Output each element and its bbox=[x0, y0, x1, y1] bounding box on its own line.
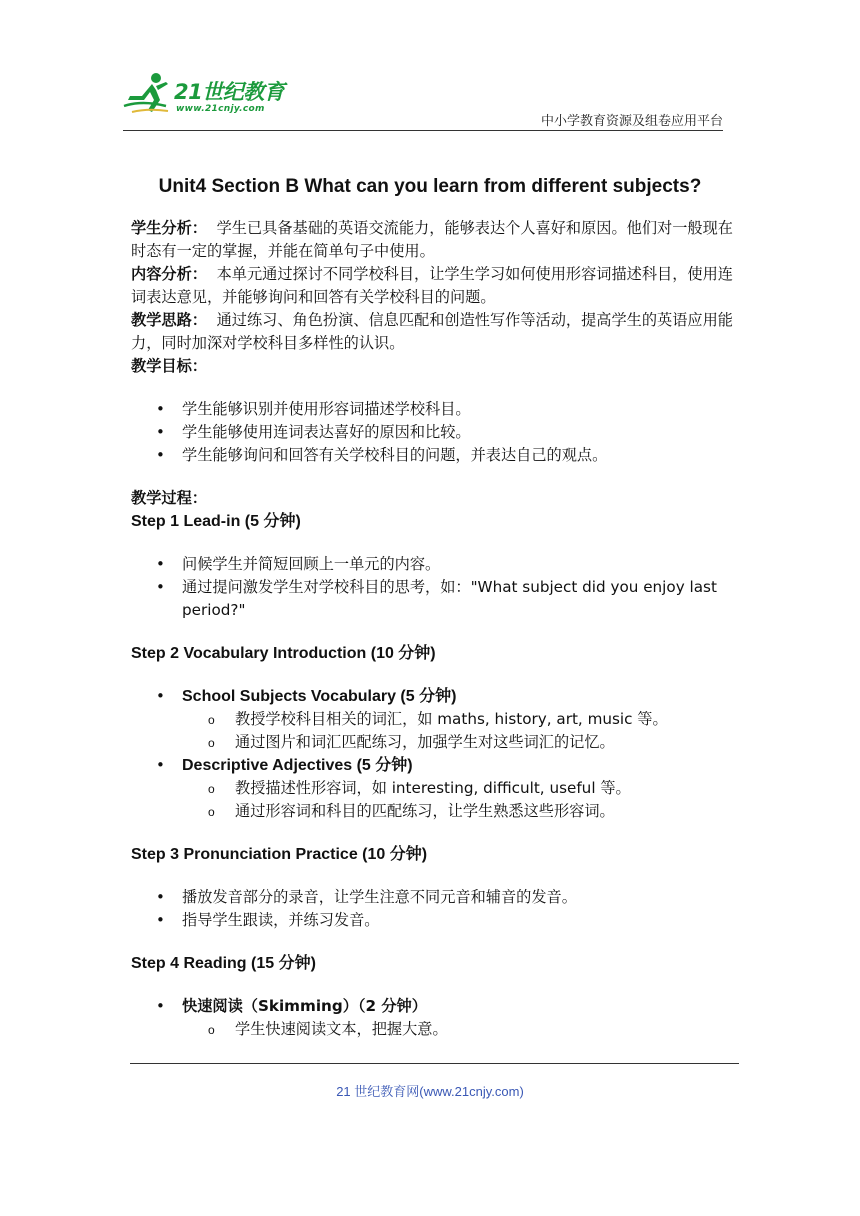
list-item bbox=[131, 995, 736, 1018]
document-body bbox=[131, 217, 736, 1041]
list-item: • 问候学生并简短回顾上一单元的内容。 bbox=[131, 553, 736, 576]
step2-title: Step 2 Vocabulary Introduction (10 分钟) bbox=[131, 645, 436, 662]
student-analysis-label: 学生分析： bbox=[131, 219, 207, 237]
step2-group-title: Descriptive Adjectives (5 分钟) bbox=[182, 757, 413, 774]
list-item: • 播放发音部分的录音，让学生注意不同元音和辅音的发音。 bbox=[131, 886, 736, 909]
step2-list bbox=[131, 685, 736, 708]
step4-list bbox=[131, 995, 736, 1018]
logo-text: 21世纪教育 bbox=[174, 80, 285, 104]
objectives-list bbox=[131, 398, 736, 467]
student-analysis bbox=[131, 217, 736, 263]
step2-sublist bbox=[182, 777, 736, 823]
student-analysis-text: 学生已具备基础的英语交流能力，能够表达个人喜好和原因。他们对一般现在时态有一定的掌握，并能在简单句子中使用。 bbox=[131, 219, 733, 260]
step2-list bbox=[131, 754, 736, 777]
teaching-approach-label: 教学思路： bbox=[131, 311, 207, 329]
list-item bbox=[131, 685, 736, 708]
list-item: • 学生能够询问和回答有关学校科目的问题，并表达自己的观点。 bbox=[131, 444, 736, 467]
sub-list-item: o 教授学校科目相关的词汇，如 maths, history, art, music 等。 bbox=[182, 708, 736, 731]
step4-title: Step 4 Reading (15 分钟) bbox=[131, 955, 316, 972]
spacer bbox=[131, 866, 736, 886]
list-item: • 指导学生跟读，并练习发音。 bbox=[131, 909, 736, 932]
step4-sublist bbox=[182, 1018, 736, 1041]
list-item: • 学生能够使用连词表达喜好的原因和比较。 bbox=[131, 421, 736, 444]
platform-name: 中小学教育资源及组卷应用平台 bbox=[540, 114, 723, 129]
step2-sublist bbox=[182, 708, 736, 754]
runner-logo-icon bbox=[122, 70, 182, 118]
sub-list-item: o 教授描述性形容词，如 interesting, difficult, useful 等。 bbox=[182, 777, 736, 800]
spacer bbox=[131, 975, 736, 995]
step3-list bbox=[131, 886, 736, 932]
spacer bbox=[131, 467, 736, 487]
page-title: Unit4 Section B What can you learn from different subjects? bbox=[158, 176, 702, 197]
spacer bbox=[131, 823, 736, 843]
content-analysis bbox=[131, 263, 736, 309]
step2-group-title: School Subjects Vocabulary (5 分钟) bbox=[182, 688, 457, 705]
step3-title: Step 3 Pronunciation Practice (10 分钟) bbox=[131, 846, 428, 863]
list-item: • 学生能够识别并使用形容词描述学校科目。 bbox=[131, 398, 736, 421]
content-analysis-label: 内容分析： bbox=[131, 265, 207, 283]
spacer bbox=[131, 533, 736, 553]
footer-divider bbox=[130, 1063, 739, 1064]
teaching-approach-text: 通过练习、角色扮演、信息匹配和创造性写作等活动，提高学生的英语应用能力，同时加深对学校科目多样性的认识。 bbox=[131, 311, 733, 352]
list-item: • 通过提问激发学生对学校科目的思考，如："What subject did you enjoy last period?" bbox=[131, 576, 736, 622]
sub-list-item: o 通过形容词和科目的匹配练习，让学生熟悉这些形容词。 bbox=[182, 800, 736, 823]
step4-group-title: 快速阅读（Skimming）（2 分钟） bbox=[182, 997, 427, 1015]
list-item bbox=[131, 754, 736, 777]
teaching-approach bbox=[131, 309, 736, 355]
content-analysis-text: 本单元通过探讨不同学校科目，让学生学习如何使用形容词描述科目，使用连词表达意见，并能够询问和回答有关学校科目的问题。 bbox=[131, 265, 733, 306]
site-logo[interactable] bbox=[122, 70, 292, 122]
header-divider bbox=[123, 130, 723, 131]
step1-list bbox=[131, 553, 736, 622]
process-heading: 教学过程： bbox=[131, 489, 207, 507]
spacer bbox=[131, 378, 736, 398]
sub-list-item: o 学生快速阅读文本，把握大意。 bbox=[182, 1018, 736, 1041]
spacer bbox=[131, 932, 736, 952]
spacer bbox=[131, 665, 736, 685]
logo-url: www.21cnjy.com bbox=[176, 104, 265, 114]
sub-list-item: o 通过图片和词汇匹配练习，加强学生对这些词汇的记忆。 bbox=[182, 731, 736, 754]
footer-link[interactable]: 21 世纪教育网(www.21cnjy.com) bbox=[336, 1084, 524, 1099]
spacer bbox=[131, 622, 736, 642]
objectives-heading: 教学目标： bbox=[131, 357, 207, 375]
step1-title: Step 1 Lead-in (5 分钟) bbox=[131, 513, 301, 530]
